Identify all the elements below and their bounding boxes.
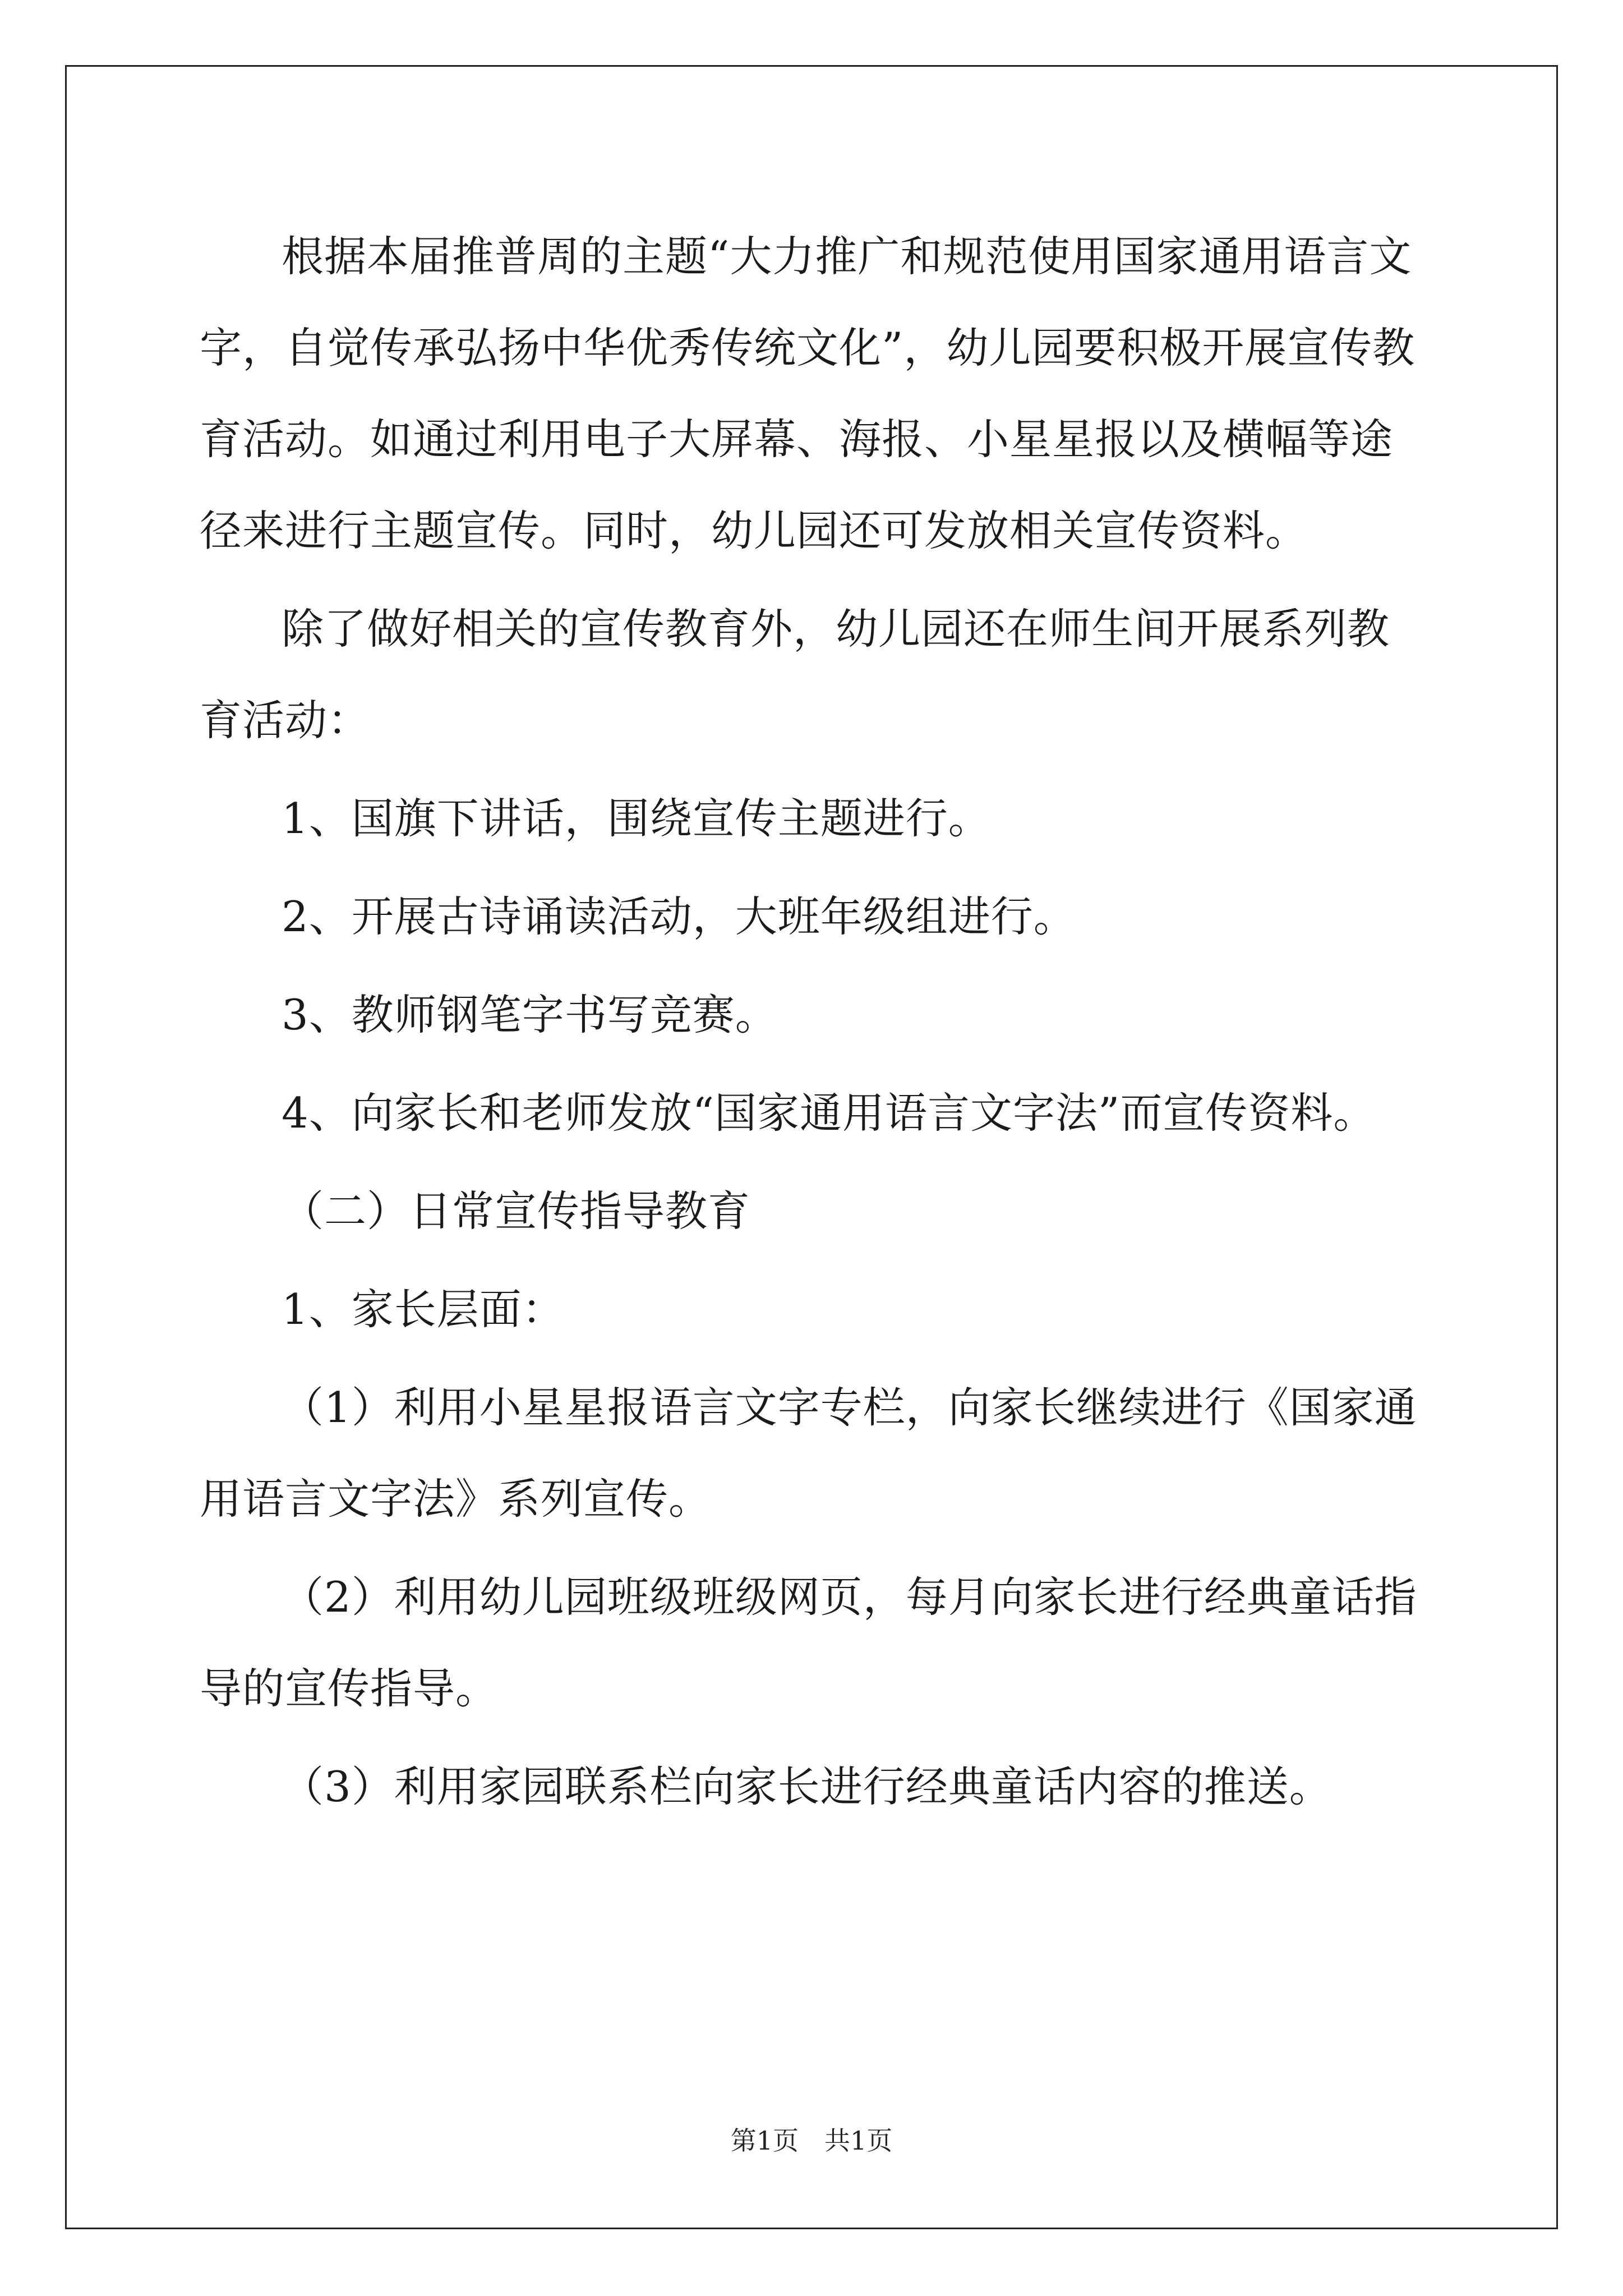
list-item: 2、开展古诗诵读活动，大班年级组进行。 [282, 892, 1076, 941]
paragraph-activities-intro: 除了做好相关的宣传教育外，幼儿园还在师生间开展系列教育活动： [200, 604, 1390, 745]
subsection-heading: 1、家长层面： [282, 1285, 565, 1334]
list-item: 3、教师钢笔字书写竞赛。 [282, 990, 778, 1039]
document-body [200, 211, 1427, 1839]
section-heading: （二）日常宣传指导教育 [282, 1186, 751, 1236]
page-number: 第1页 共1页 [730, 2125, 893, 2156]
paragraph-intro: 根据本届推普周的主题“大力推广和规范使用国家通用语言文字，自觉传承弘扬中华优秀传统文化”，幼儿园要积极开展宣传教育活动。如通过利用电子大屏幕、海报、小星星报以及横幅等途径来进行主题宣传。同时，幼儿园还可发放相关宣传资料。 [200, 232, 1415, 555]
list-item: （1）利用小星星报语言文字专栏，向家长继续进行《国家通用语言文字法》系列宣传。 [200, 1383, 1417, 1524]
list-item: （2）利用幼儿园班级班级网页，每月向家长进行经典童话指导的宣传指导。 [200, 1572, 1417, 1713]
list-item: （3）利用家园联系栏向家长进行经典童话内容的推送。 [282, 1762, 1332, 1811]
list-item: 1、国旗下讲话，围绕宣传主题进行。 [282, 794, 991, 843]
list-item: 4、向家长和老师发放“国家通用语言文字法”而宣传资料。 [282, 1088, 1376, 1138]
